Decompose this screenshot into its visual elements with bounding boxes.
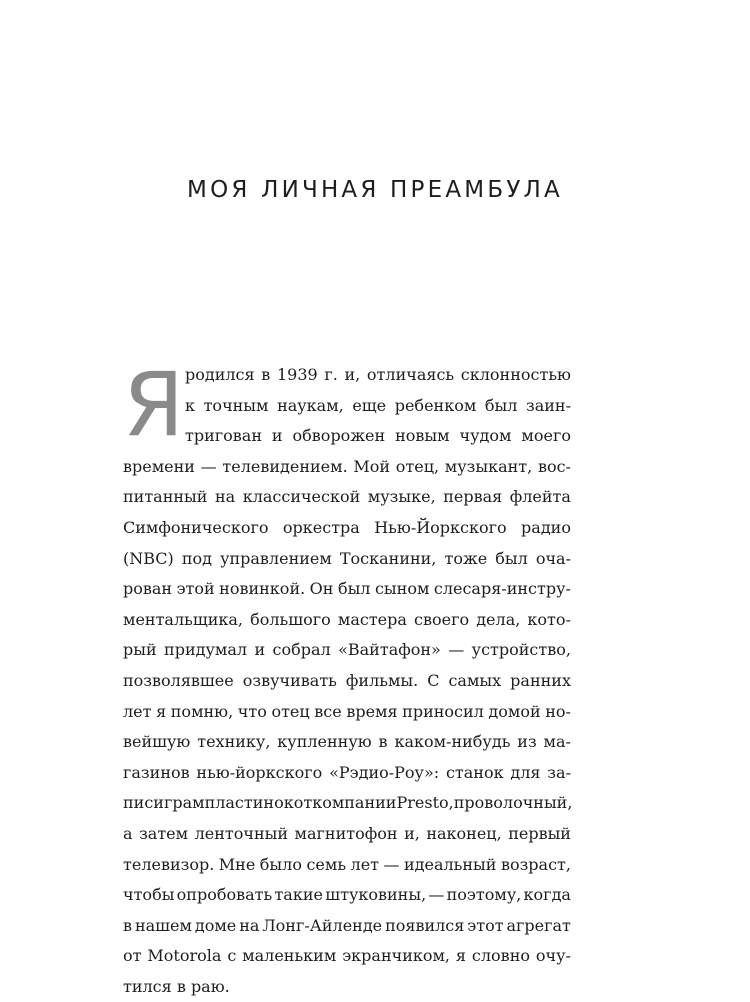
text-line: времени — телевидением. Мой отец, музыкант, вос- <box>123 456 571 476</box>
text-line: ментальщика, большого мастера своего дела, кото- <box>123 609 571 629</box>
drop-cap: Я <box>123 353 185 456</box>
text-line: тригован и обворожен новым чудом моего <box>185 426 571 446</box>
text-line: от Motorola с маленьким экранчиком, я словно очу- <box>123 946 571 966</box>
text-line: родился в 1939 г. и, отличаясь склонностью <box>185 365 571 384</box>
text-line: телевизор. Мне было семь лет — идеальный возраст, <box>123 854 571 874</box>
text-line: писи грампластинок от компании Presto, проволочный, <box>123 793 573 813</box>
text-line: в нашем доме на Лонг-Айленде появился этот агрегат <box>123 915 571 935</box>
text-line: (NBC) под управлением Тосканини, тоже был оча- <box>123 548 571 568</box>
body-paragraph <box>123 353 573 1002</box>
text-line: тился в раю. <box>123 976 230 996</box>
chapter-title: МОЯ ЛИЧНАЯ ПРЕАМБУЛА <box>187 177 563 203</box>
text-line: позволявшее озвучивать фильмы. С самых ранних <box>123 670 571 690</box>
text-line: лет я помню, что отец все время приносил домой но- <box>123 701 571 721</box>
text-line: вейшую технику, купленную в каком-нибудь из ма- <box>123 732 571 752</box>
text-line: газинов нью-йоркского «Рэдио-Роу»: станок для за- <box>123 762 571 782</box>
text-line: к точным наукам, еще ребенком был заин- <box>185 395 571 415</box>
text-line: рый придумал и собрал «Вайтафон» — устройство, <box>123 640 571 660</box>
text-line: а затем ленточный магнитофон и, наконец, первый <box>123 823 571 843</box>
text-line: рован этой новинкой. Он был сыном слесаря-инстру- <box>123 579 571 599</box>
text-line: Симфонического оркестра Нью-Йоркского радио <box>123 517 571 537</box>
text-line: чтобы опробовать такие штуковины, — поэтому, когда <box>123 885 571 905</box>
text-line: питанный на классической музыке, первая флейта <box>123 487 571 507</box>
